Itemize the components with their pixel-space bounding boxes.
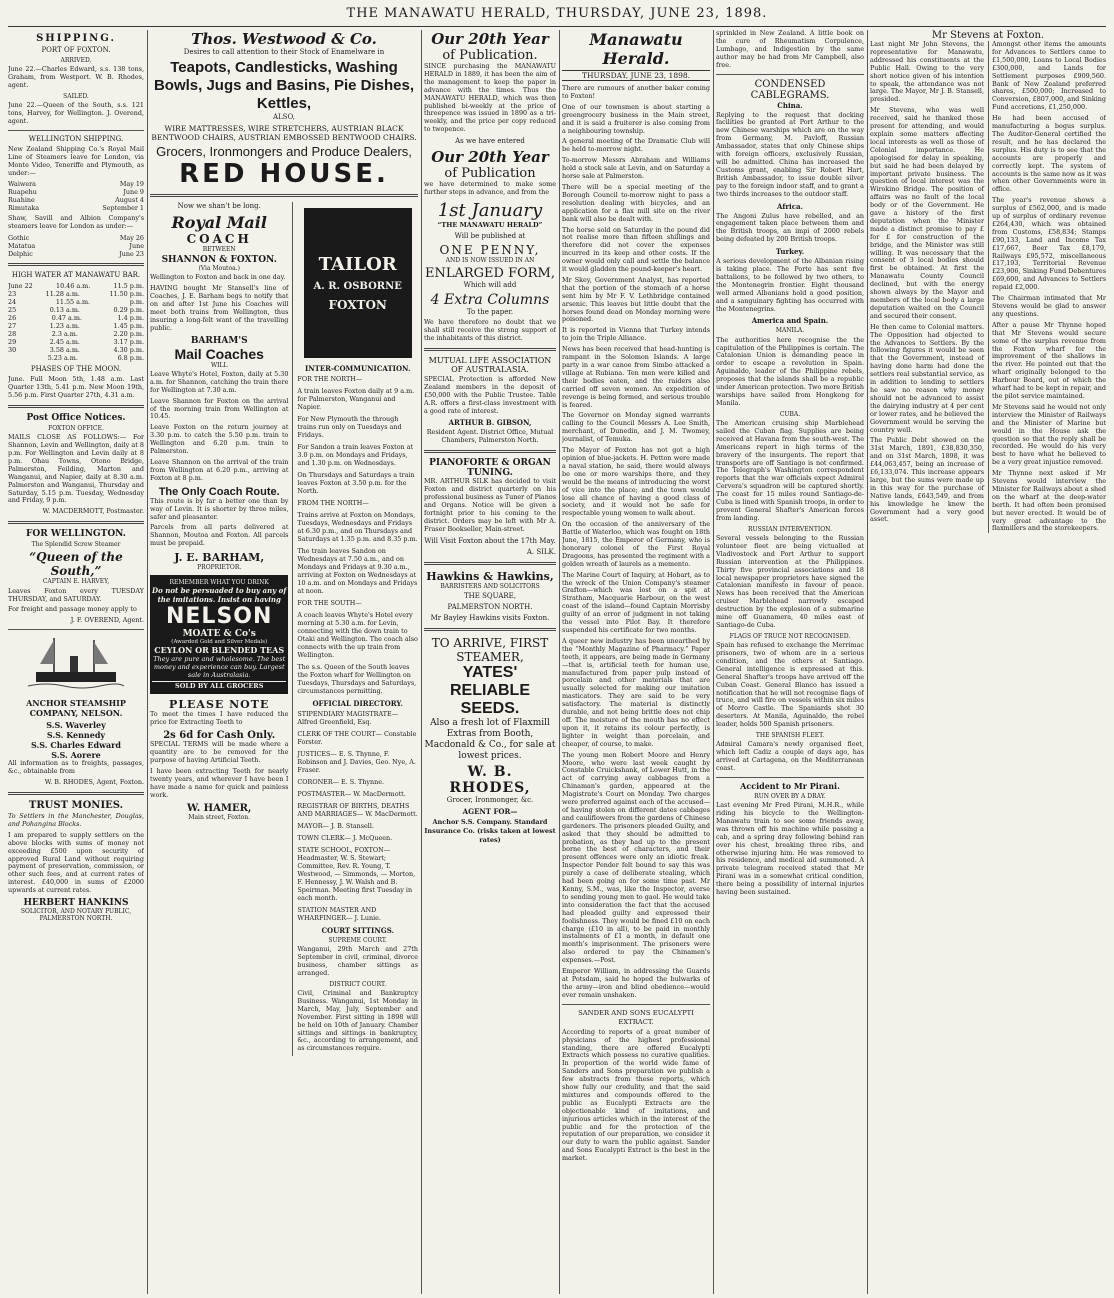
steamer-intro: The Splendid Screw Steamer [31, 541, 121, 549]
tide-table [8, 282, 144, 362]
nelson-company: MOATE & Co's [182, 629, 256, 640]
to-arrive: TO ARRIVE, FIRST STEAMER, [431, 635, 549, 664]
barham-name: J. E. BARHAM, [174, 551, 265, 565]
list-item: TOWN CLERK— J. McQueen. [297, 834, 393, 842]
schedule-row: Ruahine August 4 [8, 196, 144, 205]
since-text: SINCE purchasing the MANAWATU HERALD in 1889, it has been the aim of the management to keep the paper in advance with the times. Thus the MANAWATU HERALD, which was then published bi-weekly at the price of threepence was issued in 1890 as a tri-weekly, and the price per copy reduced to twopence. [424, 62, 556, 134]
herald-name: “THE MANAWATU HERALD” [437, 220, 543, 229]
list-item: A train leaves Foxton daily at 9 a.m. for Palmerston, Wanganui and Napier. [297, 387, 415, 411]
publication-sub: of Publication. [442, 48, 538, 63]
enlarged-form: ENLARGED FORM, [424, 266, 555, 282]
tide-row: June 22 10.46 a.m. 11.5 p.m. [8, 282, 144, 291]
silk-name: A. SILK. [526, 547, 556, 556]
africa-heading: Africa. [777, 201, 803, 211]
mail-times: Leave Whyte's Hotel, Foxton, daily at 5.30 a.m. for Shannon, catching the train there for Wellington at 7.30 a.m. [150, 369, 289, 394]
moon-heading: PHASES OF THE MOON. [30, 365, 122, 374]
red-house-title: RED HOUSE. [179, 159, 389, 189]
news-paragraph: Mr Stevens, who was well received, said he thanked those present for attending, and would explain some matters affecting local interests as well as those of Colonial importance. He apologised for delay in speaking, but said he had been delayed by important private business. The question of local interest was the Wirokino Bridge. The position of affairs was no fault of the local body or of the Government. He gave a history of the first deputation when the Minister made a distinct promise to pay £ for £ for construction of the bridge, and the Minister was still willing. It was necessary that the consent of 3 local bodies should first be obtained. At first the Manawatu County Council declined, but with the energy shown always by the Mayor and members of the local body a large deputation waited on the Council and secured their consent. [870, 106, 984, 320]
district-court-text: Civil, Criminal and Bankruptcy Business. Wanganui, 1st Monday in March, May, July, September and November. First sitting in 1898 will be held on 10th of January. Chamber sittings and sittings in bankruptcy, &c., according to arrangement, and as circumstances require. [297, 989, 418, 1053]
cuba-text: The American cruising ship Marblehead sailed the Cuban flag. Supplies are being received at Havana from the south-west. The Americans report in high terms of the bravery of the insurgents. The report that transports are off Santiago is not confirmed. The Telegraph's Washington correspondent reports that the war officials expect Admiral Cervera's squadron will be captured shortly. The coast for 15 miles round Santiago-de-Cuba is lined with Spanish troops, in order to prevent General Shafter's American forces from landing. [716, 419, 864, 522]
hawkins-sub: BARRISTERS AND SOLICITORS [440, 582, 540, 590]
publication-sub: of Publication [444, 166, 536, 182]
agent-for: AGENT FOR— [462, 806, 518, 816]
gibson-name: ARTHUR B. GIBSON, [448, 418, 532, 428]
list-item: On Thursdays and Saturdays a train leaves Foxton at 3.50 p.m. for the North. [297, 471, 415, 495]
hankins-sub: SOLICITOR, AND NOTARY PUBLIC, PALMERSTON NORTH. [20, 908, 132, 923]
inter-communication-heading: INTER-COMMUNICATION. [304, 364, 411, 373]
rhodes-name: W. B. RHODES, [449, 763, 531, 796]
manila-heading: MANILA. [775, 327, 805, 335]
run-over-heading: RUN OVER BY A DRAY. [754, 792, 826, 800]
column-cablegrams [716, 30, 864, 1294]
column-rule [147, 30, 148, 1294]
bayley-visit: Mr Bayley Hawkins visits Foxton. [430, 613, 550, 622]
china-heading: China. [777, 100, 803, 110]
schedule-row: Gothic May 26 [8, 234, 144, 243]
nelson-sold: SOLD BY ALL GROCERS [152, 681, 286, 690]
news-paragraph: A queer new industry has been unearthed by the “Monthly Magazine of Pharmacy.” Paper teeth, it appears, are being made in Germany—that is, artificial teeth for human use, manufactured from paper pulp instead of porcelain and other materials that are usually selected for making our imitation masticators. They are said to be very satisfactory. The material is distinctly durable, and not being brittle does not chip off. The moisture of the mouth has no effect upon it, it retains its colour perfectly, is lighter in weight than porcelain, and cheaper, of course, to make. [562, 636, 710, 748]
royal-mail-title: Royal Mail [171, 213, 267, 232]
trust-monies-heading: TRUST MONIES. [28, 800, 124, 812]
news-paragraph: Emperor William, in addressing the Guards at Potsdam, said he hoped the bulwarks of the army—iron and blind obedience—would ever remain unshaken. [562, 967, 710, 999]
coach-title: COACH [186, 232, 252, 246]
extra-columns: 4 Extra Columns [430, 292, 550, 309]
westwood-desc: Desires to call attention to their Stock of Enamelware in [183, 48, 385, 56]
tide-row: 25 0.13 a.m. 0.29 p.m. [8, 306, 144, 315]
list-item: The train leaves Sandon on Wednesdays at 7.50 a.m., and on Mondays and Fridays at 9.30 a.m., arriving at Foxton on Wednesdays at 10 a.m. and on Mondays and Fridays at noon. [297, 547, 418, 595]
news-paragraph: The Chairman intimated that Mr Stevens would be glad to answer any questions. [992, 294, 1106, 318]
news-paragraph: The young men Robert Moore and Henry Moore, who were last week caught by Constable Cruickshank, of Lower Hutt, in the act of carrying away cabbages from a Chinaman's garden, appeared at the Magistrate's Court on Monday. Two charges were preferred against each of the accused—of having stolen on different dates cabbages and cauliflowers from the gardens of Chinese gardeners. The prisoners pleaded Guilty, and asked that they should be admitted to probation, as they had up to the present borne the best of characters, and their present offences were only an idiotic freak. Inspector Pender felt bound to say this was purely a case of deliberate stealing, which had been going on for some time past. Mr Kenny, S.M., was, like the Inspector, averse to sending young men to gaol. He would take into consideration the fact that the accused had pleaded guilty and expressed their foolishness. They would be fined £10 on each charge (£10 in all), to be paid in monthly instalments of £1 a month, in default one month's imprisonment. The prisoners were also ordered to pay the Chinamen's expenses.—Post. [562, 750, 710, 965]
america-spain-heading: America and Spain. [751, 316, 829, 326]
wellington-shipping-heading: WELLINGTON SHIPPING. [28, 134, 124, 143]
list-item: Trains arrive at Foxton on Mondays, Tuesdays, Wednesdays and Fridays at 6.30 p.m., and on Thursdays and Saturdays at 1.35 p.m. and 8.35 p.m. [297, 511, 418, 543]
arrived-label: ARRIVED. [60, 57, 92, 64]
list-item: FROM THE NORTH— [297, 499, 369, 507]
official-directory-heading: OFFICIAL DIRECTORY. [312, 699, 403, 708]
news-paragraph: There are rumours of another baker coming to Foxton! [562, 84, 710, 100]
reduced-text: To meet the times I have reduced the price for Extracting Teeth to [150, 710, 289, 727]
mail-times: Leave Foxton on the return journey at 3.30 p.m. to catch the 5.50 p.m. train to Wellington and 6.20 p.m. train to Palmerston. [150, 423, 289, 456]
enlarged-pre: AND IS NOW ISSUED IN AN [445, 256, 535, 264]
turkey-text: A serious development of the Albanian rising is taking place. The Porte has sent five battalions, to be followed by two others, to the Montenegrin frontier. Eight thousand well armed Albanians hold a good position, and a sanguinary fighting has occurred with the Montenegrins. [716, 257, 864, 313]
determined-text: we have determined to make some further steps in advance, and from the [424, 180, 556, 197]
overend-agent: J. F. OVEREND, Agent. [70, 616, 144, 625]
list-item: STATE SCHOOL, FOXTON— Headmaster, W. S. Stewart; Committee, Rev. R. Young, T. Westwood, — Simmonds, — Morton, F. Hennessy, J. W. Walsh and B. Speirman. Meeting first Tuesday in each month. [297, 846, 416, 902]
column-editorial [562, 30, 710, 1294]
supreme-court-label: SUPREME COURT. [328, 937, 387, 944]
westwood-heading: Thos. Westwood & Co. [191, 30, 377, 48]
flags-heading: FLAGS OF TRUCE NOT RECOGNISED. [729, 632, 851, 640]
continued-text: sprinkled in New Zealand. A little book on the cure of Rheumatism Corpulence, Lumbago, and Indigestion by the same author may be had from Mr Campbell, also free. [716, 30, 864, 69]
tide-row: 26 0.47 a.m. 1.4 p.m. [8, 314, 144, 323]
moon-text: June. Full Moon 5th, 1.48 a.m. Last Quarter 13th, 5.41 p.m. New Moon 19th, 5.56 p.m. First Quarter 27th, 4.31 a.m. [8, 375, 144, 400]
masthead: THE MANAWATU HERALD, THURSDAY, JUNE 23, 1898. [8, 4, 1106, 27]
news-paragraph: The Mayor of Foxton has not got a high opinion of blue-jackets. H. Petton were made a naval station, he said, there would always be one or more warships there, and they would be the means of introducing the worst of vice into the place; and the town would lose all chance of having a good class of society, and it would not be safe for respectable young women to walk about. [562, 446, 710, 518]
tide-row: 27 1.23 a.m. 1.45 p.m. [8, 322, 144, 331]
list-item: FOR THE NORTH— [297, 375, 363, 383]
sander-text: According to reports of a great number of physicians of the highest professional standing, there are offered Eucalypti Extracts which possess no curative qualities. In proportion of the world wide fame of Sanders and Sons preparation we publish a few abstracts from these reports, which show fully our credulity, and that the said mixtures and compounds offered to the public as Eucalypti Extracts are the objectionable kind of imitations, and injurious articles which in the interest of the public and for the protection of the reputation of our preparation, we consider it our duty to warn the public against. Sander and Sons Eucalypti Extract is the best in the market. [562, 1027, 710, 1163]
list-item: REGISTRAR OF BIRTHS, DEATHS AND MARRIAGES— W. MacDermott. [297, 802, 418, 818]
list-item: CORONER— E. S. Thynne. [297, 778, 385, 786]
shaw-text: Shaw, Savill and Albion Company's steamers leave for London as under:— [8, 214, 144, 231]
news-paragraph: It is reported in Vienna that Turkey intends to join the Triple Alliance. [562, 326, 710, 343]
hamer-address: Main street, Foxton. [188, 813, 251, 821]
list-item: JUSTICES— E. S. Thynne, F. Robinson and J. Davies, Geo. Nye, A. Fraser. [297, 750, 416, 774]
africa-text: The Angoni Zulus have rebelled, and an engagement taken place between them and the British troops, an impi of 2000 rebels being defeated by 200 British troops. [716, 211, 864, 244]
mail-times: Leave Shannon on the arrival of the train from Wellington at 6.20 p.m., arriving at Foxton at 8 p.m. [150, 458, 289, 482]
yates-seeds: YATES' RELIABLE SEEDS. [450, 663, 530, 717]
freight-text: For freight and passage money apply to [8, 605, 137, 614]
news-paragraph: The year's revenue shows a surplus of £562,000, and is made up of surplus of ordinary revenue £264,430, which was obtained from Customs, £58,834; Stamps £90,133, Land and Income Tax £17,667, Beer Tax £8,179, Railways £95,572, miscellaneous £17,193, Territorial Revenue £23,906, Sinking Fund Debentures £69,600, and Advances to Settlers repaid £2,000. [992, 196, 1106, 292]
column-rule [713, 30, 714, 1294]
rhodes-sub: Grocer, Ironmonger, &c. [446, 795, 534, 804]
accident-text: Last evening Mr Fred Pirani, M.H.R., while riding his bicycle to the Wellington-Manawatu train to see some friends away, was thrown off his machine while passing a cab, and a spring dray following behind ran over his chest, breaking three ribs, and otherwise injuring him. He was removed to his residence, and medical aid summoned. A private telegram received stated that Mr Pirani was in a somewhat critical condition, there being a possibility of internal injuries having been sustained. [716, 801, 864, 897]
tide-row: 5.23 a.m. 6.8 p.m. [47, 354, 144, 363]
piano-text: MR. ARTHUR SILK has decided to visit Foxton and district quarterly on his professional business as Tuner of Pianos and Organs. Notice will be given a fortnight prior to his coming to the district. Orders may be left with Mr A. Fraser Bookseller, Main-street. [424, 477, 556, 533]
cuba-heading: CUBA. [779, 410, 801, 418]
column-advertisements [150, 30, 418, 1294]
news-paragraph: Mr Skey, Government Analyst, has reported that the portion of the stomach of a horse sent him by Mr F. V. Lethbridge contained arsenic. This leaves but little doubt that the horses found dead on Monday morning were poisoned. [562, 275, 710, 324]
cablegrams-heading: CONDENSED CABLEGRAMS. [750, 78, 830, 101]
tide-row: 29 2.45 a.m. 3.17 p.m. [8, 338, 144, 347]
news-paragraph: There will be a special meeting of the Borough Council to-morrow night to pass a resolution dealing with bicycles, and an application for a flax mill site on the river bank will also be dealt with. [562, 182, 710, 223]
enamelware-list: Teapots, Candlesticks, Washing Bowls, Jugs and Basins, Pie Dishes, Kettles, [153, 59, 415, 112]
arrived-text: June 22.—Charles Edward, s.s. 138 tons, Graham, from Westport. W. B. Rhodes, agent. [8, 65, 144, 90]
parcels-text: Parcels from all parts delivered at Shannon, Moutoa and Foxton. All parcels must be prepaid. [150, 523, 289, 548]
tailor-town: FOXTON [328, 298, 387, 312]
port-heading: PORT OF FOXTON. [41, 46, 111, 54]
sailed-label: SAILED. [63, 92, 89, 100]
coach-via: (Via Moutoa.) [198, 265, 240, 273]
news-paragraph: After a pause Mr Thynne hoped that Mr Stevens would secure some of the surplus revenue from the Foxton wharf for the improvement of the shallows in the river. He pointed out that the wharf originally belonged to the Harbour Board, out of which the wharf had to be kept in repair, and the pilot service maintained. [992, 320, 1106, 400]
mattress-list: WIRE MATTRESSES, WIRE STRETCHERS, AUSTRIAN BLACK BENTWOOD CHAIRS, AUSTRIAN EMBOSSED BENTWOOD CHAIRS. [151, 124, 417, 142]
sander-heading: SANDER AND SONS EUCALYPTI EXTRACT. [578, 1008, 694, 1026]
list-item: MAYOR— J. B. Stansell. [297, 822, 374, 830]
nzsc-text: New Zealand Shipping Co.'s Royal Mail Line of Steamers leave for London, via Monte Video, Teneriffe and Plymouth, as under:— [8, 144, 144, 177]
column-stevens [870, 30, 1106, 1294]
steamship-illustration [26, 634, 126, 694]
postmaster-sign: W. MACDERMOTT, Postmaster. [42, 507, 144, 516]
january-line: 1st January [437, 199, 543, 221]
list-item: For New Plymouth the through trains run only on Tuesdays and Fridays. [297, 415, 402, 439]
coach-link: Wellington to Foxton and back in one day. [150, 273, 286, 282]
news-paragraph: To-morrow Messrs Abraham and Williams hold a stock sale at Levin, and on Saturday a horse sale at Palmerston. [562, 156, 710, 181]
nelson-tea-type: CEYLON OR BLENDED TEAS [154, 645, 285, 656]
gibson-sub: Resident Agent. District Office, Mutual Chambers, Palmerston North. [426, 428, 554, 445]
tailor-advert [304, 208, 412, 358]
also-label: ALSO, [272, 113, 296, 121]
tailor-word: TAILOR [318, 254, 397, 275]
schedule-row: Rimutaka September 1 [8, 204, 144, 213]
district-court-label: DISTRICT COURT. [329, 980, 387, 988]
nelson-brand: NELSON [165, 604, 273, 630]
between-label: BETWEEN [202, 246, 236, 253]
news-paragraph: Mr Stevens said he would not only interview the Minister of Railways and the Minister of Marine but would in the House ask the question so that the reply shall be recorded. He would do his very best to have what he believed to be a very great injustice removed. [992, 402, 1106, 467]
list-item: A coach leaves Whyte's Hotel every morning at 5.30 a.m. for Levin, connecting with the down train to Otaki and Wellington. The coach also connects with the up train from Wellington. [297, 611, 418, 659]
nelson-pure: They are pure and wholesome. The best money and experience can buy. Largest sale in Australasia. [153, 655, 286, 680]
barham-heading: BARHAM'S [190, 335, 248, 346]
agent-list: Anchor S.S. Company. Standard Insurance Co. (risks taken at lowest rates) [424, 817, 556, 844]
news-paragraph: The horse sold on Saturday in the pound did not realise more than fifteen shillings and therefore did not cover the expenses incurred in its keep and other costs. If the owner would only call and settle the balance it would gladden the pound-keeper's heart. [562, 225, 710, 274]
column-rule [867, 30, 868, 1294]
tide-row: 24 11.55 a.m. p.m. [8, 298, 144, 307]
spanish-fleet-heading: THE SPANISH FLEET. [755, 732, 825, 740]
court-sittings-heading: COURT SITTINGS. [321, 926, 394, 935]
anchor-company-heading: ANCHOR STEAMSHIP COMPANY, NELSON. [26, 698, 126, 719]
nelson-persuade: Do not be persuaded to buy any of the imitations. Insist on having [152, 586, 287, 605]
mail-times: Leave Shannon for Foxton on the arrival of the morning train from Wellington at 10.45. [150, 396, 289, 421]
hankins-name: HERBERT HANKINS [23, 898, 129, 909]
hamer-name: W. HAMER, [187, 802, 252, 814]
russian-text: Several vessels belonging to the Russian volunteer fleet are being victualled at Vladivostock and Port Arthur to support Russian intervention at the Philippines. Thirty five provincial associations and 18 local newspaper proprietors have signed the Catalonian manifesto in favour of peace. News has been received that the American cruiser Marblehead narrowly escaped destruction by the explosion of a submarine mine off Guanamera, 40 miles east of Santiago-de Cuba. [716, 534, 864, 629]
hawkins-palmerston: PALMERSTON NORTH. [447, 602, 533, 611]
anchor-ship: S.S. Kennedy [46, 730, 106, 741]
nelson-tea-ad [150, 575, 288, 694]
schedule-row: Ruapehu June 9 [8, 188, 144, 197]
list-item: STIPENDIARY MAGISTRATE— Alfred Greenfield, Esq. [297, 710, 399, 726]
mla-text: SPECIAL Protection is afforded New Zealand members in the deposit of £50,000 with the Public Trustee. Table A.R. offers a first-class investment with a good rate of interest. [424, 374, 556, 415]
mla-heading: MUTUAL LIFE ASSOCIATION OF AUSTRALASIA. [428, 355, 552, 374]
news-paragraph: The Governor on Monday signed warrants calling to the Council Messrs A. Lee Smith, merchant, of Dunedin, and J. M. Twomey, journalist, of Temuka. [562, 411, 710, 444]
list-item: For Sandon a train leaves Foxton at 3.0 p.m. on Mondays and Fridays, and 1.30 p.m. on Wednesdays. [297, 443, 414, 467]
issue-date: THURSDAY, JUNE 23, 1898. [562, 71, 710, 81]
year-title: Our 20th Year [431, 30, 549, 48]
schedule-row: Waiwera May 19 [8, 180, 144, 189]
shaw-schedule [8, 234, 144, 258]
anchor-ship: S.S. Waverley [46, 720, 106, 731]
mail-coaches-title: Mail Coaches [174, 345, 264, 362]
turkey-heading: Turkey. [775, 247, 805, 257]
anchor-text: All information as to freights, passages, &c., obtainable from [8, 759, 144, 776]
shipping-heading: SHIPPING. [36, 33, 116, 44]
extracting-text: I have been extracting Teeth for nearly twenty years, and wherever I have been I have made a name for quick and painless work. [150, 766, 289, 799]
post-office-text: MAILS CLOSE AS FOLLOWS:— For Shannon, Levin and Wellington, daily at 8 p.m. For Wellington and Levin daily at 8 p.m. Ohau Towns, Otono Bridge, Palmerston, Feilding, Marton and Wanganui, and Napier, daily at 8.30 a.m. Palmerston and Wanganui, Thursday and Saturday, 5.15 p.m. Tuesday, Wednesday and Friday, 9 p.m. [8, 433, 144, 505]
only-coach-route: The Only Coach Route. [158, 485, 280, 498]
sailed-text: June 22.—Queen of the South, s.s. 121 tons, Harvey, for Wellington. J. Overend, agent. [8, 101, 144, 125]
visit-text: Will Visit Foxton about the 17th May. [424, 536, 556, 545]
news-paragraph: He had been accused of manufacturing a bogus surplus. The Auditor-General certified the result, and he has declared the surplus. His duty is to see that the accounts are properly and correctly kept. The system of accounts is the same now as it was when other Governments were in office. [992, 114, 1106, 194]
tide-row: 30 3.58 a.m. 4.30 p.m. [8, 346, 144, 355]
nelson-remember: REMEMBER WHAT YOU DRINK [169, 579, 269, 587]
tide-heading: HIGH WATER AT MANAWATU BAR. [11, 271, 141, 280]
schedule-row: Matatua June [8, 242, 144, 251]
steamer-name: “Queen of the South,” [29, 550, 123, 579]
russian-heading: RUSSIAN INTERVENTION. [748, 525, 832, 533]
accident-heading: Accident to Mr Pirani. [740, 780, 840, 791]
hawkins-heading: Hawkins & Hawkins, [426, 569, 554, 583]
proprietor-label: PROPRIETOR. [197, 564, 242, 572]
tide-row: 23 11.28 a.m. 11.50 p.m. [8, 290, 144, 299]
coach-text: HAVING bought Mr Stansell's line of Coaches, J. E. Barham begs to notify that on and after 1st June his Coaches will meet both trains from Wellington, thus insuring a long-felt want of the travelling public. [150, 284, 289, 332]
entered-line: As we have entered [455, 137, 525, 146]
list-item: STATION MASTER AND WHARFINGER— J. Lunie. [297, 906, 381, 922]
supreme-court-text: Wanganui, 29th March and 27th September in civil, criminal, divorce business, chamber sittings as arranged. [297, 945, 418, 977]
news-paragraph: On the occasion of the anniversary of the Battle of Waterloo, which was fought on 18th June, 1815, the Emperor of Germany, who is honorary colonel of the First Royal Dragoons, has presented the regiment with a golden wreath of laurels as a memento. [562, 520, 710, 568]
piano-heading: PIANOFORTE & ORGAN TUNING. [429, 458, 551, 479]
news-paragraph: One of our townsmen is about starting a greengrocery business in the Main street, and it is said a fruiterer is also coming from a neighbouring township. [562, 102, 710, 135]
flags-text: Spain has refused to exchange the Merrimac prisoners, two of whom are in a serious condition, and the others at Santiago. General intelligence is expressed at this. General Shafter's troops have arrived off the Cuban Coast. General Blanco has issued a notification that he will not recognise flags of truce, and will fire on vessels within six miles of Morro Castle. The Spaniards shot 30 deserters. At Manila, Aguinaldo, the rebel leader, holds 500 Spanish prisoners. [716, 641, 864, 729]
newspaper-title: Manawatu Herald. [562, 30, 710, 71]
inter-communication-list [297, 375, 418, 695]
cash-price: 2s 6d for Cash Only. [163, 730, 276, 742]
manila-text: The authorities here recognise the the capitulation of the Philippines is certain. The Catalonian Union is demanding peace in order to escape a revolution in Spain. Aguinaldo, leader of the Philippine rebels, proposes that the islands shall be a republic under American protection. Two more British warships have sailed from Hongkong for Manila. [716, 335, 864, 407]
list-item: POSTMASTER— W. MacDermott. [297, 790, 406, 798]
anchor-ship: S.S. Aorere [51, 750, 101, 761]
news-paragraph: News has been received that head-hunting is rampant in the Solomon Islands. A large party in a war canoe from Simbo attacked a village at Rubiana. Ten men were killed and their bodies eaten, and the raiders also carried off seven women. An expedition of revenge is being formed, and serious trouble is feared. [562, 345, 710, 409]
list-item: The s.s. Queen of the South leaves the Foxton wharf for Wellington on Tuesdays, Thursdays and Saturdays, circumstances permitting. [297, 663, 417, 695]
news-paragraph: Amongst other items the amounts for Advances to Settlers came to £1,500,000, Loans to Local Bodies £300,000, and Lands for Settlement purposes £909,560. Bank of New Zealand preferred shares, £500,000; Increased to Conversion, £807,000, and Sinking Fund accretions, £1,250,000. [992, 40, 1106, 112]
no-doubt-text: We have therefore no doubt that we shall still receive the strong support of the inhabitants of this district. [424, 318, 556, 342]
news-paragraph: A general meeting of the Dramatic Club will be held to-morrow night. [562, 137, 710, 154]
post-office-heading: Post Office Notices. [26, 413, 126, 423]
which-add: Which will add [463, 281, 517, 290]
schedule-row: Delphic June 23 [8, 250, 144, 259]
stevens-heading: Mr Stevens at Foxton. [931, 30, 1045, 41]
news-paragraph: Mr Thynne next asked if Mr Stevens would interview the Minister for Railways about a shed on the wharf at the deep-water berth. It had often been promised but never erected. It would be of very great advantage to the flaxmillers and the storekeepers. [992, 469, 1106, 533]
china-text: Replying to the request that docking facilities be granted at Port Arthur to the new Chinese warships which are on the way from Germany, M. Pavloff, Russian Ambassador, states that only Chinese ships with foreign officers, exclusively Russian, will be admitted. China has increased the Customs grant, enabling Sir Robert Hart, British Ambassador, to issue double silver pay to the foreign indoor staff, and to grant a two thirds increases to the outdoor staff. [716, 110, 864, 198]
tailor-name: A. R. OSBORNE [313, 281, 402, 292]
coach-route: SHANNON & FOXTON. [161, 255, 277, 266]
news-paragraph: Last night Mr John Stevens, the representative for Manawatu, addressed his constituents at the Public Hall. Owing to the very short notice given of his intention to speak, the attendance was not large. The Mayor, Mr J. B. Stansell, presided. [870, 40, 984, 104]
captain-name: CAPTAIN E. HARVEY, [42, 578, 110, 586]
to-paper: To the paper. [466, 308, 514, 317]
trust-monies-text: I am prepared to supply settlers on the above blocks with sums of money not exceeding £500 upon security of approved Rural Land without requiring payment of preservation, commission, or other such fees, and at current rates of interest. £40,000 in sums of £2000 upwards at current rates. [8, 830, 144, 895]
news-paragraph: He then came to Colonial matters. The Opposition had objected to the Advances to Settlers. By the following figures it would be seen that the Government, instead of having done harm had done the settlers real substantial service, as in addition to lending to settlers he saw no reason why money should not be advanced to assist the dairying industry at 4 per cent or lower rates, and he believed the Government would be serving the country well. [870, 322, 984, 434]
nzsc-schedule [8, 180, 144, 212]
trust-monies-sub: To Settlers in the Manchester, Douglas, and Pohangina Blocks. [8, 812, 144, 828]
nelson-award: (Awarded Gold and Silver Medals) [171, 639, 268, 646]
spanish-fleet-text: Admiral Camara's newly organised fleet, which left Cadiz a couple of days ago, has arrived at Cartagena, on the Mediterranean coast. [716, 740, 864, 772]
please-note-heading: PLEASE NOTE [169, 698, 270, 712]
list-item: CLERK OF THE COURT— Constable Forster. [297, 730, 417, 746]
list-item: FOR THE SOUTH— [297, 599, 362, 607]
column-rule [421, 30, 422, 1294]
anchor-agent: W. B. RHODES, Agent, Foxton. [44, 778, 144, 787]
anchor-ship: S.S. Charles Edward [31, 740, 121, 751]
only-coach-text: This route is by far a better one than by way of Levin. It is shorter by three miles, safer and pleasanter. [150, 496, 289, 521]
grocers-line: Grocers, Ironmongers and Produce Dealers, [156, 144, 412, 159]
special-terms: SPECIAL TERMS will be made where a quantity are to be removed for the purpose of having Artificial Teeth. [150, 740, 289, 764]
year-title: Our 20th Year [431, 148, 549, 167]
for-wellington-heading: FOR WELLINGTON. [26, 529, 126, 540]
flaxmill-text: Also a fresh lot of Flaxmill Extras from Booth, Macdonald & Co., for sale at lowest prices. [424, 717, 556, 761]
published-at: Will be published at [454, 231, 526, 240]
official-directory-list [297, 710, 418, 922]
column-rule [559, 30, 560, 1294]
tide-row: 28 2.3 a.m. 2.20 p.m. [8, 330, 144, 339]
now-ship-line: Now we shan't be long. [177, 202, 261, 210]
news-paragraph: The Public Debt showed on the 31st March, 1891, £38,830,350, and on 31st March, 1898, it was £44,063,457, being an increase of £6,133,074. This increase appears large, but the sums were made up in this way for the purchase of Native lands, £643,549, and from his knowledge he knew the Government had a very good asset. [870, 436, 984, 524]
column-publication [424, 30, 556, 1294]
will-label: WILL [210, 361, 228, 369]
news-paragraph: The Marine Court of Inquiry, at Hobart, as to the wreck of the Union Company's steamer Grafton—which was lost on a spit at Stratham, Macquarie Harbour, on the west coast of the island—found Captain Morrisby guilty of an error of judgment in not taking the vessel into Pilot Bay. It therefore suspended his certificate for two months. [562, 570, 710, 634]
one-penny: ONE PENNY, [439, 242, 541, 257]
post-office-sub: FOXTON OFFICE. [48, 425, 104, 432]
steamer-text: Leaves Foxton every TUESDAY THURSDAY, and SATURDAY. [8, 586, 144, 603]
hawkins-square: THE SQUARE, [464, 591, 516, 600]
column-shipping [8, 30, 144, 1294]
